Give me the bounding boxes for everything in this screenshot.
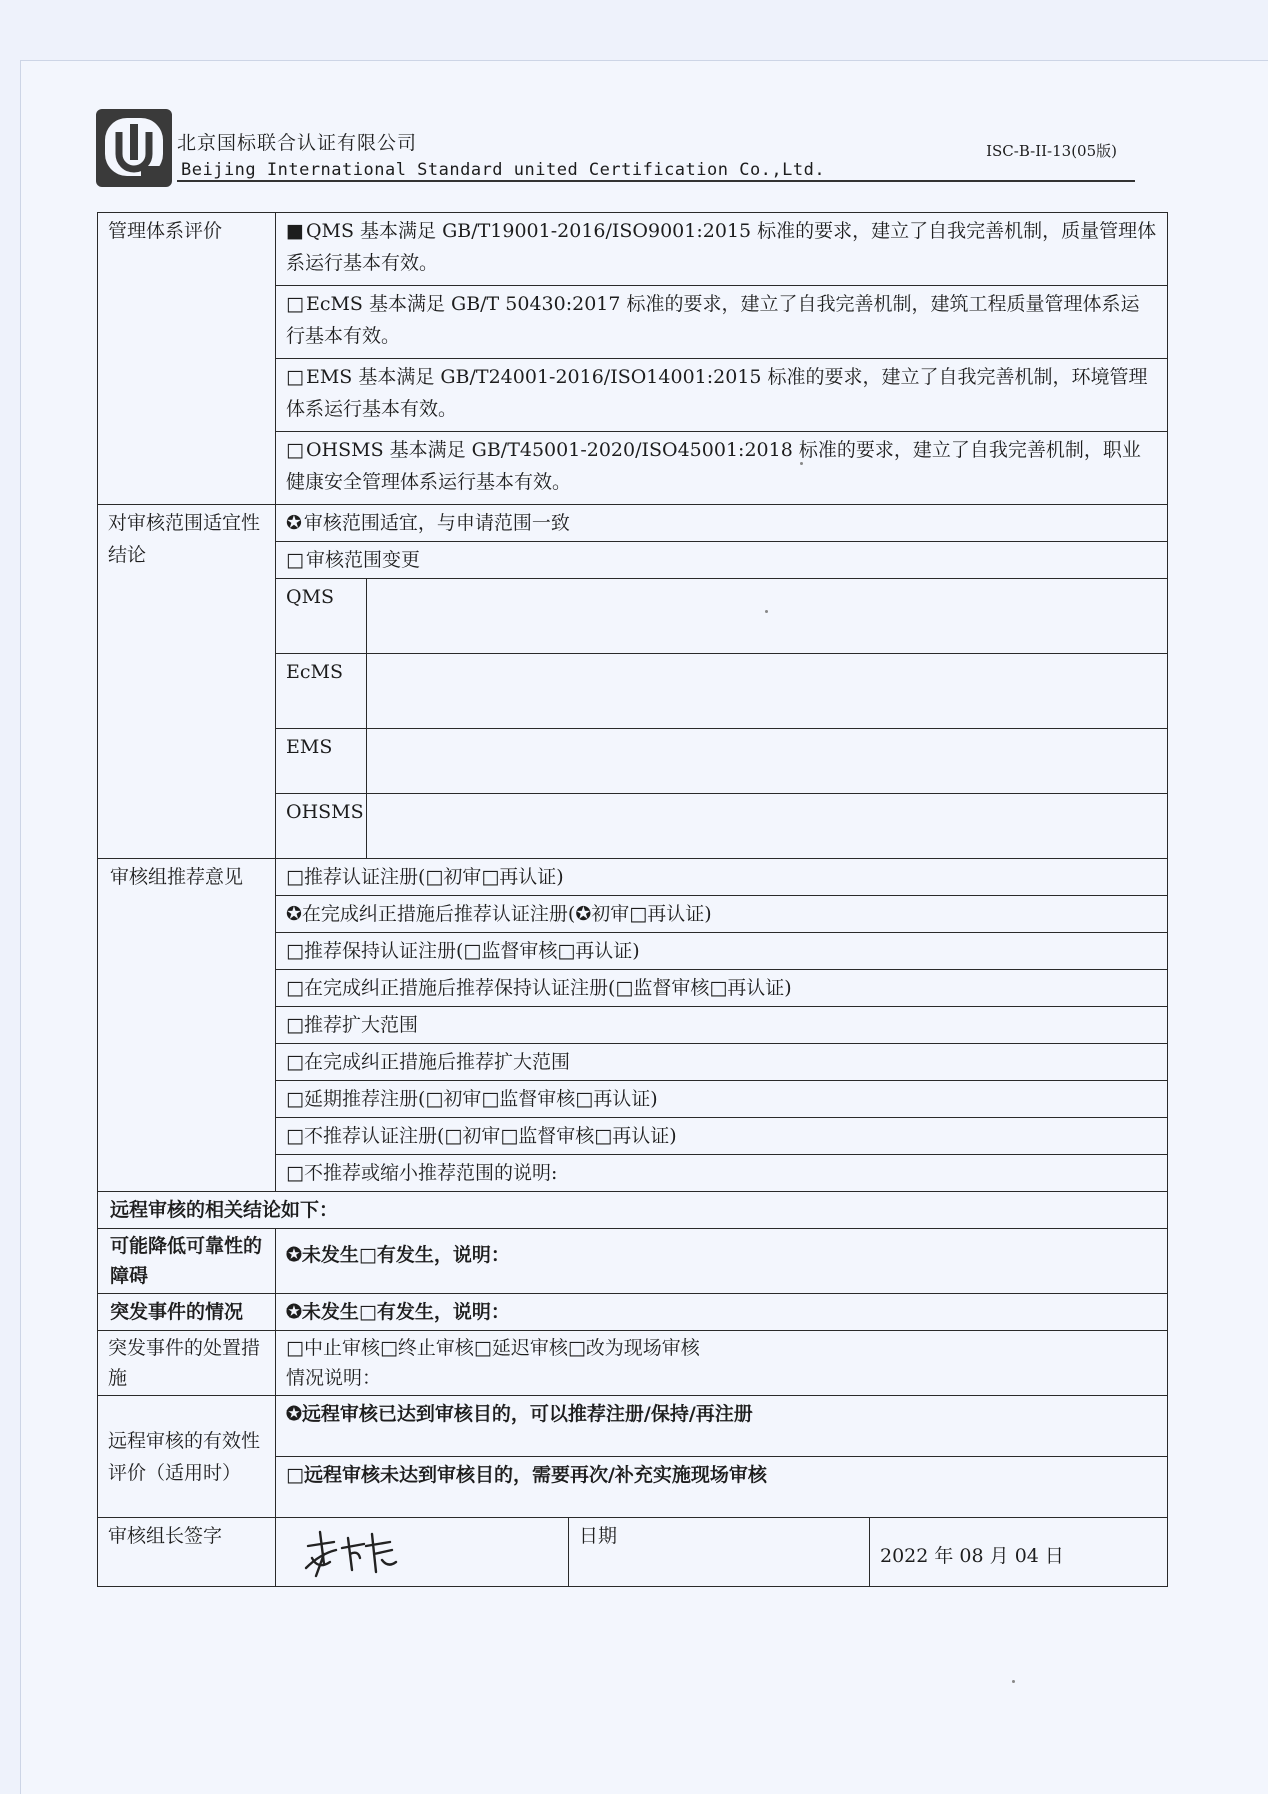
company-name-cn: 北京国标联合认证有限公司 bbox=[177, 132, 418, 154]
leader-signature-cell[interactable] bbox=[276, 1518, 569, 1587]
audit-conclusion-form bbox=[97, 212, 1168, 1587]
scope-change-ems-field[interactable] bbox=[367, 729, 1168, 794]
management-eval-ems bbox=[276, 359, 1168, 432]
recommendation-option[interactable]: □在完成纠正措施后推荐扩大范围 bbox=[276, 1044, 1168, 1081]
handwritten-signature bbox=[294, 1524, 404, 1580]
scope-changed bbox=[276, 542, 1168, 579]
scope-change-qms-field[interactable] bbox=[367, 579, 1168, 654]
recommendation-option[interactable]: □推荐认证注册(□初审□再认证) bbox=[276, 859, 1168, 896]
management-eval-text: QMS 基本满足 GB/T19001-2016/ISO9001:2015 标准的要求，建立了自我完善机制，质量管理体系运行基本有效。 bbox=[286, 220, 1157, 274]
recommendation-option[interactable]: □延期推荐注册(□初审□监督审核□再认证) bbox=[276, 1081, 1168, 1118]
document-header bbox=[95, 108, 1135, 188]
scan-speck bbox=[800, 462, 803, 465]
management-eval-text: EcMS 基本满足 GB/T 50430:2017 标准的要求，建立了自我完善机制，建筑工程质量管理体系运行基本有效。 bbox=[286, 293, 1140, 347]
recommendation-option[interactable]: □推荐扩大范围 bbox=[276, 1007, 1168, 1044]
management-eval-qms bbox=[276, 213, 1168, 286]
scan-speck bbox=[1012, 1680, 1015, 1683]
management-eval-label: 管理体系评价 bbox=[98, 213, 276, 505]
recommendation-option[interactable]: □不推荐认证注册(□初审□监督审核□再认证) bbox=[276, 1118, 1168, 1155]
remote-incident-value[interactable]: ✪未发生□有发生，说明： bbox=[276, 1294, 1168, 1331]
checkbox-icon[interactable]: □ bbox=[286, 293, 304, 315]
management-eval-text: OHSMS 基本满足 GB/T45001-2020/ISO45001:2018 标准的要求，建立了自我完善机制，职业健康安全管理体系运行基本有效。 bbox=[286, 439, 1141, 493]
date-label: 日期 bbox=[569, 1518, 870, 1587]
scope-changed-text: 审核范围变更 bbox=[305, 549, 420, 571]
recommendation-option[interactable]: □不推荐或缩小推荐范围的说明: bbox=[276, 1155, 1168, 1192]
remote-incident-label: 突发事件的情况 bbox=[98, 1294, 276, 1331]
management-eval-text: EMS 基本满足 GB/T24001-2016/ISO14001:2015 标准的要求，建立了自我完善机制，环境管理体系运行基本有效。 bbox=[286, 366, 1148, 420]
scope-system-ecms: EcMS bbox=[276, 654, 367, 729]
scope-appropriate bbox=[276, 505, 1168, 542]
scope-system-qms: QMS bbox=[276, 579, 367, 654]
company-seal-logo bbox=[95, 108, 173, 188]
remote-handling-options[interactable]: □中止审核□终止审核□延迟审核□改为现场审核 bbox=[286, 1337, 700, 1359]
remote-validity-no[interactable]: □远程审核未达到审核目的，需要再次/补充实施现场审核 bbox=[276, 1457, 1168, 1518]
management-eval-ecms bbox=[276, 286, 1168, 359]
remote-section-heading: 远程审核的相关结论如下： bbox=[98, 1192, 1168, 1229]
checkbox-icon[interactable]: □ bbox=[286, 549, 304, 571]
management-eval-ohsms bbox=[276, 432, 1168, 505]
scope-label: 对审核范围适宜性结论 bbox=[98, 505, 276, 859]
remote-handling-cell bbox=[276, 1331, 1168, 1396]
checkbox-checked-icon[interactable]: ■ bbox=[286, 220, 304, 242]
remote-obstacle-value[interactable]: ✪未发生□有发生，说明： bbox=[276, 1229, 1168, 1294]
recommendation-option[interactable]: ✪在完成纠正措施后推荐认证注册(✪初审□再认证) bbox=[276, 896, 1168, 933]
scan-speck bbox=[765, 610, 768, 613]
scope-system-ohsms: OHSMS bbox=[276, 794, 367, 859]
remote-validity-yes[interactable]: ✪远程审核已达到审核目的，可以推荐注册/保持/再注册 bbox=[276, 1396, 1168, 1457]
scope-change-ecms-field[interactable] bbox=[367, 654, 1168, 729]
remote-validity-label: 远程审核的有效性评价（适用时） bbox=[98, 1396, 276, 1518]
checkbox-icon[interactable]: □ bbox=[286, 366, 304, 388]
leader-signature-label: 审核组长签字 bbox=[98, 1518, 276, 1587]
date-value[interactable]: 2022 年 08 月 04 日 bbox=[870, 1518, 1168, 1587]
remote-handling-label: 突发事件的处置措施 bbox=[98, 1331, 276, 1396]
recommendation-option[interactable]: □推荐保持认证注册(□监督审核□再认证) bbox=[276, 933, 1168, 970]
remote-handling-note: 情况说明： bbox=[286, 1367, 382, 1389]
scope-system-ems: EMS bbox=[276, 729, 367, 794]
scope-appropriate-text: 审核范围适宜，与申请范围一致 bbox=[303, 512, 570, 534]
document-code: ISC-B-II-13(05版) bbox=[986, 142, 1117, 160]
remote-obstacle-label: 可能降低可靠性的障碍 bbox=[98, 1229, 276, 1294]
recommendation-label: 审核组推荐意见 bbox=[98, 859, 276, 1192]
radio-selected-icon[interactable]: ✪ bbox=[286, 512, 302, 534]
header-divider bbox=[177, 180, 1135, 182]
checkbox-icon[interactable]: □ bbox=[286, 439, 304, 461]
recommendation-option[interactable]: □在完成纠正措施后推荐保持认证注册(□监督审核□再认证) bbox=[276, 970, 1168, 1007]
company-name-en: Beijing International Standard united Certification Co.,Ltd. bbox=[181, 160, 826, 180]
scope-change-ohsms-field[interactable] bbox=[367, 794, 1168, 859]
